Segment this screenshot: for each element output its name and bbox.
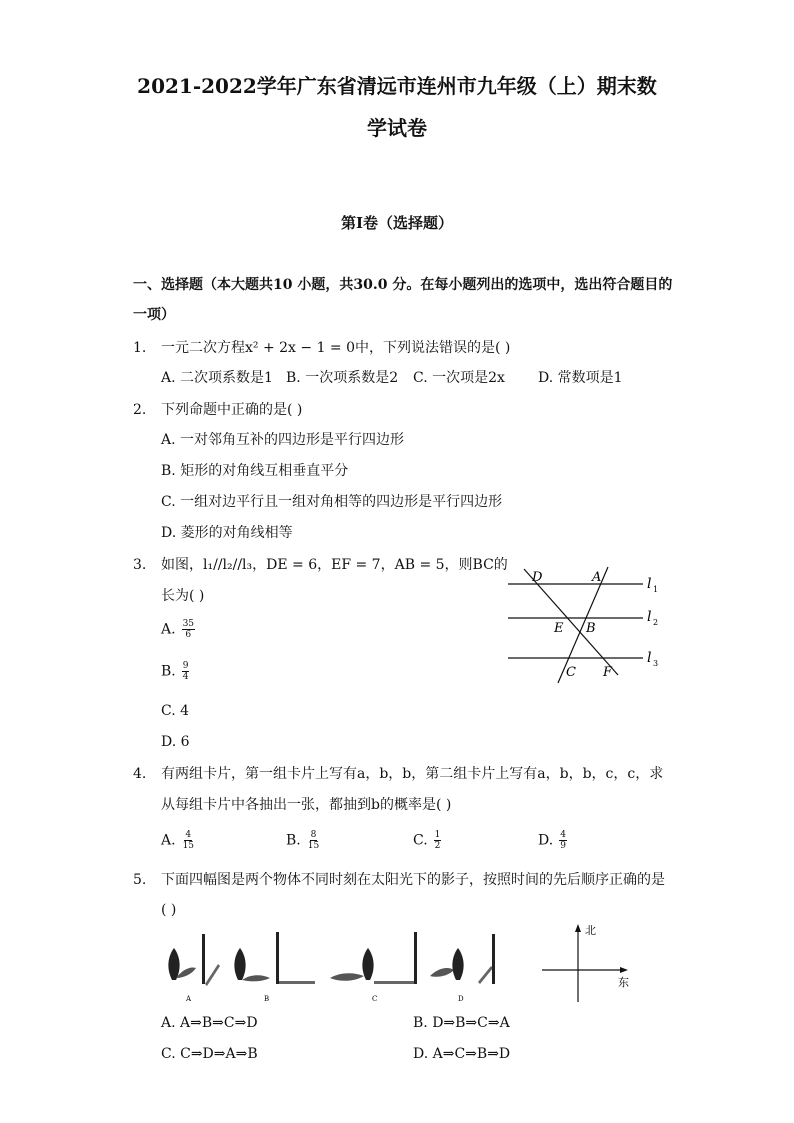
- part-instructions-line2: 一项）: [133, 307, 175, 323]
- q4-option-b-label: B.: [286, 832, 301, 849]
- q4-option-b: [286, 830, 320, 851]
- pole-a: [202, 934, 205, 984]
- tree-b: [234, 948, 245, 980]
- label-l2-sub: 2: [653, 618, 659, 627]
- label-l1: l: [647, 576, 652, 592]
- q3-option-b: [161, 661, 189, 682]
- q5-option-c: C. C⇒D⇒A⇒B: [161, 1046, 258, 1062]
- q4-option-d-numerator: 4: [560, 830, 566, 840]
- q5-option-a: A. A⇒B⇒C⇒D: [161, 1015, 258, 1031]
- q4-option-c-numerator: 1: [434, 830, 441, 840]
- q5-shadow-figures: [158, 928, 508, 1008]
- tree-shadow-b: [242, 975, 270, 981]
- q4-option-a-label: A.: [161, 832, 176, 849]
- label-l2: l: [647, 609, 652, 625]
- q5-option-d: D. A⇒C⇒B⇒D: [413, 1046, 511, 1062]
- section-heading: 第I卷（选择题）: [340, 214, 454, 232]
- q3-option-d: D. 6: [161, 734, 190, 750]
- q4-option-c-label: C.: [413, 832, 428, 849]
- shadow-panel-a: [168, 934, 220, 1003]
- q1-option-d: D. 常数项是1: [538, 370, 623, 386]
- q4-option-b-fraction: [307, 830, 320, 851]
- q4-stem-line2: 从每组卡片中各抽出一张，都抽到b的概率是( ): [161, 797, 452, 813]
- tree-a: [168, 948, 179, 980]
- q5-stem-line2: ( ): [161, 902, 177, 918]
- q1-option-b: B. 一次项系数是2: [286, 370, 399, 386]
- q4-option-b-denominator: 15: [307, 841, 320, 851]
- q4-option-d-denominator: 9: [560, 841, 566, 851]
- tree-d: [452, 948, 463, 980]
- pole-shadow-c: [374, 981, 414, 984]
- pole-shadow-b: [279, 981, 315, 984]
- shadow-panel-d: [430, 934, 495, 1003]
- part-instructions-line1: 一、选择题（本大题共10 小题，共30.0 分。在每小题列出的选项中，选出符合题目的: [133, 277, 673, 293]
- tree-c: [362, 948, 373, 980]
- q2-number: 2.: [133, 402, 147, 418]
- q2-option-d: D. 菱形的对角线相等: [161, 525, 293, 541]
- pole-shadow-a: [205, 964, 220, 986]
- q1-option-c: C. 一次项是2x: [413, 370, 505, 386]
- q5-option-b: B. D⇒B⇒C⇒A: [413, 1015, 510, 1031]
- q3-option-a-label: A.: [161, 621, 176, 638]
- q4-option-a-denominator: 15: [182, 841, 195, 851]
- q3-option-b-label: B.: [161, 663, 176, 680]
- q4-option-c: [413, 830, 441, 851]
- q1-option-a: A. 二次项系数是1: [161, 370, 273, 386]
- label-c: C: [566, 665, 576, 680]
- pole-b: [276, 932, 279, 984]
- q4-option-d-fraction: [559, 830, 567, 851]
- page-title-line1: 2021-2022学年广东省清远市连州市九年级（上）期末数: [137, 74, 657, 98]
- compass-figure: [538, 920, 638, 1010]
- compass-north-label: 北: [585, 924, 596, 937]
- q4-option-a: [161, 830, 195, 851]
- q3-option-a: [161, 619, 195, 640]
- panel-label-c: C: [372, 995, 378, 1003]
- q4-option-b-numerator: 8: [310, 830, 317, 840]
- page-title-line2: 学试卷: [367, 116, 427, 140]
- q1-number: 1.: [133, 340, 147, 356]
- q4-option-d-label: D.: [538, 832, 554, 849]
- q4-option-d: [538, 830, 567, 851]
- q4-option-a-numerator: 4: [185, 830, 192, 840]
- q4-option-a-fraction: [182, 830, 195, 851]
- q2-option-b: B. 矩形的对角线互相垂直平分: [161, 463, 349, 479]
- q2-stem: 下列命题中正确的是( ): [161, 402, 303, 418]
- label-a: A: [592, 570, 602, 585]
- shadow-panel-c: [330, 932, 417, 1003]
- q4-option-c-fraction: [434, 830, 442, 851]
- q5-stem-line1: 下面四幅图是两个物体不同时刻在太阳光下的影子，按照时间的先后顺序正确的是: [161, 872, 665, 888]
- shadow-panel-b: [234, 932, 315, 1003]
- q3-option-a-numerator: 35: [182, 619, 195, 629]
- q3-option-b-fraction: [182, 661, 190, 682]
- q3-option-b-numerator: 9: [182, 661, 189, 671]
- pole-d: [492, 934, 495, 984]
- q1-stem: 一元二次方程x² + 2x − 1 = 0中，下列说法错误的是( ): [161, 340, 511, 356]
- q3-option-b-denominator: 4: [182, 672, 189, 682]
- tree-shadow-d: [430, 968, 454, 977]
- compass-east-label: 东: [618, 976, 629, 989]
- label-f: F: [603, 665, 613, 680]
- pole-shadow-d: [478, 966, 493, 984]
- q2-option-a: A. 一对邻角互补的四边形是平行四边形: [161, 432, 405, 448]
- q4-number: 4.: [133, 766, 147, 782]
- panel-label-a: A: [186, 995, 192, 1003]
- tree-shadow-c: [330, 973, 364, 981]
- panel-label-b: B: [264, 995, 270, 1003]
- q3-stem-line1: 如图，l₁//l₂//l₃，DE = 6，EF = 7，AB = 5，则BC的: [161, 557, 508, 573]
- q2-option-c: C. 一组对边平行且一组对角相等的四边形是平行四边形: [161, 494, 503, 510]
- q4-option-c-denominator: 2: [434, 841, 441, 851]
- panel-label-d: D: [458, 995, 464, 1003]
- q3-number: 3.: [133, 557, 147, 573]
- q4-stem-line1: 有两组卡片，第一组卡片上写有a，b，b，第二组卡片上写有a，b，b，c，c，求: [161, 766, 664, 782]
- q5-number: 5.: [133, 872, 147, 888]
- label-l3: l: [647, 650, 652, 666]
- label-d: D: [532, 570, 543, 585]
- q3-stem-line2: 长为( ): [161, 588, 205, 604]
- east-arrow-icon: [620, 967, 628, 973]
- q3-option-a-denominator: 6: [185, 630, 192, 640]
- label-b: B: [586, 621, 596, 636]
- label-l1-sub: 1: [653, 585, 659, 594]
- pole-c: [414, 932, 417, 984]
- q3-parallel-lines-figure: [500, 565, 670, 685]
- north-arrow-icon: [575, 924, 581, 932]
- q3-option-c: C. 4: [161, 703, 190, 719]
- label-l3-sub: 3: [653, 659, 659, 668]
- label-e: E: [554, 621, 564, 636]
- q3-option-a-fraction: [182, 619, 195, 640]
